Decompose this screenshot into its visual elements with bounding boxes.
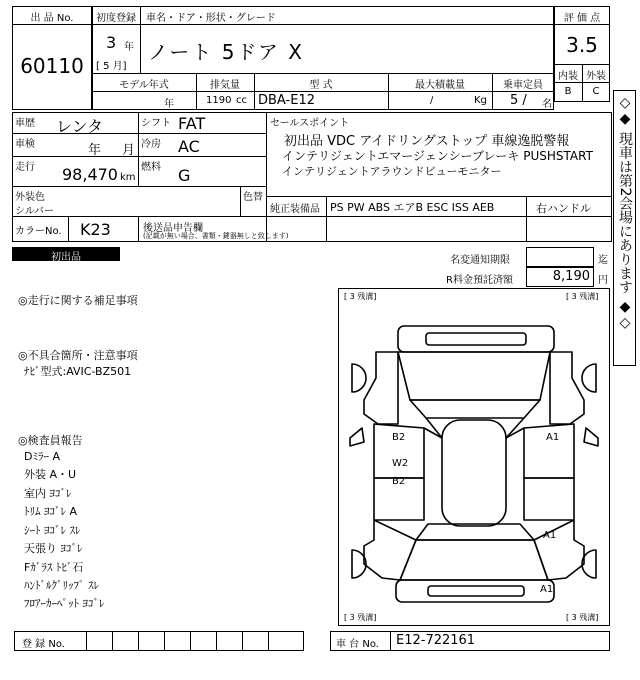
capacity-unit: 名	[542, 99, 552, 110]
type-label: 型 式	[309, 80, 333, 91]
lot-number: 60110	[20, 54, 84, 78]
tire-front-left	[352, 364, 366, 392]
tire-tread-front-right: [ 3 残溝]	[566, 292, 599, 301]
score-label: 評 価 点	[563, 13, 601, 24]
score-value: 3.5	[566, 33, 598, 57]
hood	[398, 352, 550, 400]
inspector-item-5: 天張り ﾖｺﾞﾚ	[24, 542, 83, 555]
tire-tread-front-left: [ 3 残溝]	[344, 292, 377, 301]
inspection-label: 車検	[15, 139, 35, 150]
inspection-year: 年	[88, 143, 102, 158]
sales-point-2: インテリジェントエマージェンシーブレーキ PUSHSTART	[282, 149, 593, 163]
damage-mark-b2-upper: B2	[392, 432, 406, 443]
car-diagram	[338, 288, 610, 626]
chassis-number: E12-722161	[396, 633, 476, 648]
damage-mark-a1-lower-right: A1	[543, 530, 557, 541]
shift-label: シフト	[141, 118, 171, 129]
name-change-box	[526, 247, 594, 267]
exterior-label: 外装	[586, 71, 606, 82]
inspector-item-6: Fｶﾞﾗｽ ﾄﾋﾞ石	[24, 561, 84, 574]
driving-remarks-title: ◎走行に関する補足事項	[18, 294, 138, 307]
shift-value: FAT	[178, 114, 206, 133]
steering-value: 右ハンドル	[536, 202, 591, 215]
lot-label: 出 品 No.	[30, 13, 74, 24]
chassis-label: 車 台 No.	[336, 639, 379, 650]
rear-bumper	[396, 580, 554, 602]
max-load-label: 最大積載量	[415, 80, 465, 91]
defects-title: ◎不具合箇所・注意事項	[18, 349, 138, 362]
rear-right-fender	[534, 520, 584, 580]
mileage-label: 走行	[15, 162, 35, 173]
type-value: DBA-E12	[258, 93, 315, 108]
color-no-value: K23	[80, 220, 111, 239]
capacity-label: 乗車定員	[503, 80, 543, 91]
sales-point-1: 初出品 VDC アイドリングストップ 車線逸脱警報	[284, 134, 570, 149]
inspector-item-8: ﾌﾛｱｰｶｰﾍﾟｯﾄ ﾖｺﾞﾚ	[24, 597, 105, 610]
tire-tread-rear-right: [ 3 残溝]	[566, 613, 599, 622]
displacement-unit: cc	[236, 95, 247, 106]
inspector-item-4: ｼｰﾄ ﾖｺﾞﾚ ｽﾚ	[24, 524, 81, 537]
year-unit: 年	[124, 42, 134, 53]
aircon-value: AC	[178, 137, 200, 156]
color-value: シルバー	[15, 206, 55, 217]
fuel-label: 燃料	[141, 162, 161, 173]
exterior-grade: C	[592, 86, 600, 97]
displacement-value: 1190	[206, 95, 232, 106]
damage-mark-a1-upper: A1	[546, 432, 560, 443]
inspector-item-7: ﾊﾝﾄﾞﾙｸﾞﾘｯﾌﾟ ｽﾚ	[24, 579, 99, 592]
interior-grade: B	[564, 86, 572, 97]
first-reg-month: [ 5 月]	[96, 61, 127, 72]
registration-label: 登 録 No.	[22, 639, 65, 650]
name-change-label: 名変通知期限	[450, 255, 510, 266]
damage-mark-a1-rear: A1	[540, 584, 554, 595]
inspector-item-1: 外装 A・U	[24, 468, 77, 481]
history-label: 車歴	[15, 118, 35, 129]
recycle-unit: 円	[598, 275, 608, 286]
tire-tread-rear-left: [ 3 残溝]	[344, 613, 377, 622]
name-change-unit: 迄	[598, 255, 608, 266]
front-bumper	[398, 326, 554, 352]
left-mirror	[350, 428, 364, 446]
history-value: レンタ	[56, 117, 103, 136]
car-name: ノート 5ドア X	[148, 40, 304, 64]
side-banner	[613, 90, 636, 366]
fuel-value: G	[178, 166, 191, 185]
equipment-label: 純正装備品	[270, 204, 320, 215]
damage-mark-b2-lower: B2	[392, 476, 406, 487]
displacement-label: 排気量	[210, 80, 240, 91]
inspector-item-3: ﾄﾘﾑ ﾖｺﾞﾚ A	[24, 505, 78, 518]
inspector-title: ◎検査員報告	[18, 434, 83, 447]
aircon-label: 冷房	[141, 139, 161, 150]
side-banner-text: ◇◆ 現車は第2会場にあります ◆◇	[617, 95, 633, 331]
tire-front-right	[582, 364, 596, 392]
damage-mark-w2: W2	[392, 458, 409, 469]
color-no-label: カラーNo.	[15, 226, 62, 237]
model-year-label: モデル年式	[119, 80, 169, 91]
max-load-value: /	[430, 95, 434, 106]
first-reg-year: 3	[106, 33, 117, 52]
rear-hatch	[400, 540, 548, 580]
max-load-unit: Kg	[474, 95, 487, 106]
right-rear-door	[524, 478, 574, 520]
aftermarket-label: 後送品申告欄	[143, 223, 203, 234]
first-reg-label: 初度登録	[96, 13, 136, 24]
sales-point-label: セールスポイント	[270, 118, 350, 129]
color-change-label: 色替	[243, 192, 263, 203]
inspector-item-0: Dﾐﾗｰ A	[24, 450, 60, 463]
windshield	[410, 400, 540, 418]
model-year-unit: 年	[164, 99, 174, 110]
color-label: 外装色	[15, 192, 45, 203]
capacity-value: 5 /	[510, 93, 527, 108]
sales-point-3: インテリジェントアラウンドビューモニター	[282, 165, 502, 178]
recycle-label: R料金預託済額	[446, 275, 513, 286]
equipment-value: PS PW ABS エアB ESC ISS AEB	[330, 201, 495, 214]
recycle-value: 8,190	[552, 269, 590, 284]
front-left-fender	[364, 352, 398, 424]
inspection-month: 月	[122, 143, 136, 158]
aftermarket-note: (記載が無い場合、書類・鍵器無しと致します)	[143, 232, 289, 240]
interior-label: 内装	[558, 71, 578, 82]
first-listing-text: 初出品	[51, 252, 81, 263]
right-mirror	[584, 428, 598, 446]
defect-item-0: ﾅﾋﾞ型式:AVIC-BZ501	[24, 365, 132, 378]
mileage-unit: km	[120, 172, 136, 183]
mileage-value: 98,470	[62, 165, 118, 184]
rear-left-fender	[364, 520, 416, 580]
roof	[442, 420, 506, 526]
front-right-fender	[550, 352, 584, 424]
car-name-label: 車名・ドア・形状・グレード	[146, 13, 276, 24]
inspector-item-2: 室内 ﾖｺﾞﾚ	[24, 487, 72, 500]
